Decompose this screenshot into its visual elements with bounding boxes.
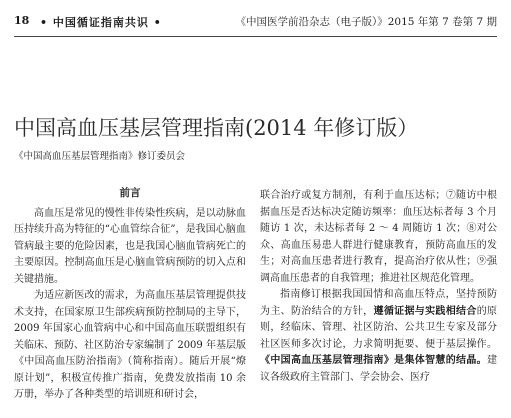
- body-paragraph: 联合治疗或复方制剂，有利于血压达标；⑦随访中根据血压是否达标决定随访频率：血压达标者每 3 个月随访 1 次，未达标者每 2 ～ 4 周随访 1 次；⑧对公众、高血压易患人群进行健康教育，预防高血压的发生；对高血压患者进行教育，提高治疗依从性；⑨强调高血压患者的自我管理；推进社区规范化管理。: [260, 190, 497, 284]
- journal-section-label: • 中国循证指南共识 •: [40, 16, 162, 29]
- body-paragraph: [260, 287, 497, 386]
- body-paragraph: 为适应新医改的需求，为高血压基层管理提供技术支持，在国家原卫生部疾病预防控制局的主导下，2009 年国家心血管病中心和中国高血压联盟组织有关临床、预防、社区防治专家编制了 2009 年基层版《中国高血压防治指南》（简称指南）。随后开展“燎原计划”，积极宣传推广指南，免费发放指南 10 余万册，举办了各种类型的培训班和研讨会，: [14, 290, 246, 400]
- page-number: 18: [14, 14, 30, 27]
- journal-citation: 《中国医学前沿杂志（电子版）》2015 年第 7 卷第 7 期: [235, 16, 497, 28]
- text-run: 建议各级政府主管部门、学会协会、医疗: [260, 355, 497, 383]
- right-column: [260, 188, 497, 386]
- emphasis-text: 遵循证据与实践相结合: [373, 305, 477, 317]
- text-run: 指南修订根据我国国情和高血压特点，坚持预防为主、防治结合的方针，: [260, 289, 497, 317]
- article-authors: 《中国高血压基层管理指南》修订委员会: [14, 151, 186, 162]
- left-column: [14, 188, 246, 404]
- header-rule: [14, 36, 497, 37]
- article-title: 中国高血压基层管理指南(2014 年修订版）: [14, 116, 419, 141]
- emphasis-text: 《中国高血压基层管理指南》是集体智慧的结晶。: [260, 355, 487, 366]
- body-paragraph: 高血压是常见的慢性非传染性疾病，是以动脉血压持续升高为特征的“心血管综合征”，是我国心脑血管病最主要的危险因素，也是我国心脑血管病死亡的主要原因。控制高血压是心脑血管病预防的切入点和关键措施。: [14, 207, 246, 285]
- text-run: 的原则，经临床、管理、社区防治、公共卫生专家及部分社区医师多次讨论，力求简明扼要、便于基层操作。: [260, 305, 498, 350]
- section-title-preface: 前言: [119, 187, 141, 199]
- running-header: [14, 14, 497, 32]
